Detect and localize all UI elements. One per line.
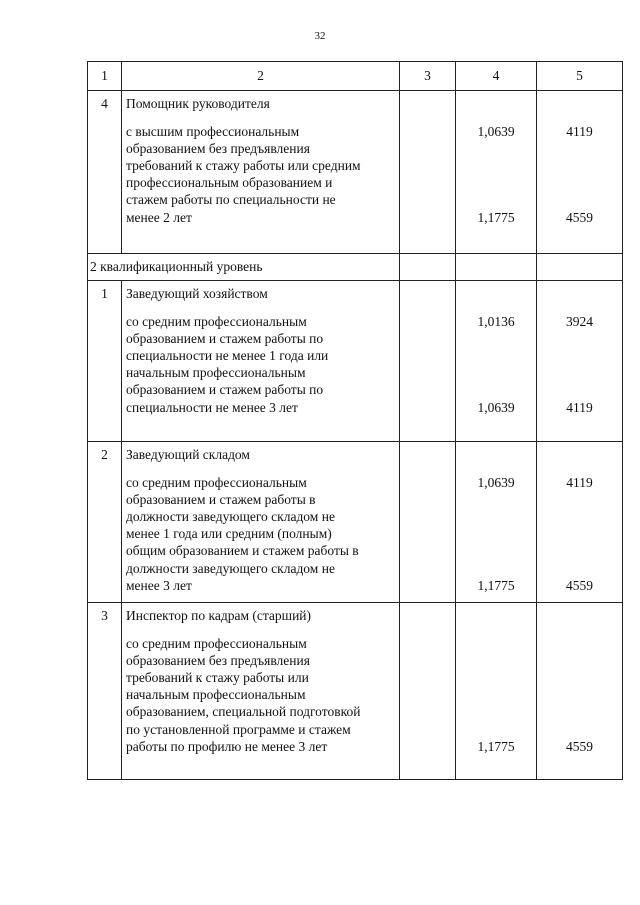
requirement-line: профессиональным образованием и (126, 175, 333, 191)
salary-value: 4559 (566, 578, 593, 593)
requirement-line: по установленной программе и стажем (126, 721, 351, 737)
requirement-line: требований к стажу работы или средним (126, 157, 361, 173)
empty-cell (400, 442, 456, 603)
empty-cell (400, 254, 456, 281)
position-cell (122, 91, 400, 254)
header-cell-4: 4 (456, 62, 537, 91)
requirement-line: образованием и стажем работы по (126, 382, 324, 398)
header-cell-3: 3 (400, 62, 456, 91)
coefficient-value: 1,1775 (477, 578, 515, 593)
position-requirements (122, 123, 399, 226)
row-number: 3 (88, 603, 122, 780)
requirement-line: менее 3 лет (126, 577, 192, 593)
coefficient-value: 1,0639 (477, 475, 515, 490)
table-row (88, 281, 623, 442)
salary-cell (537, 281, 623, 442)
row-number: 1 (88, 281, 122, 442)
coefficient-cell (456, 442, 537, 603)
requirement-line: образованием и стажем работы в (126, 491, 316, 507)
position-cell (122, 281, 400, 442)
salary-value: 4119 (566, 124, 593, 139)
position-cell (122, 442, 400, 603)
salary-cell (537, 603, 623, 780)
requirement-line: менее 2 лет (126, 209, 192, 225)
requirement-line: требований к стажу работы или (126, 669, 309, 685)
coefficient-value: 1,0639 (477, 124, 515, 139)
coefficient-value: 1,0639 (477, 400, 515, 415)
salary-value: 4559 (566, 739, 593, 754)
salary-value: 4119 (566, 400, 593, 415)
requirement-line: менее 1 года или средним (полным) (126, 526, 332, 542)
header-cell-1: 1 (88, 62, 122, 91)
position-requirements (122, 474, 399, 594)
position-title: Заведующий складом (126, 447, 250, 462)
header-cell-5: 5 (537, 62, 623, 91)
requirement-line: специальности не менее 1 года или (126, 347, 329, 363)
row-number: 4 (88, 91, 122, 254)
requirement-line: начальным профессиональным (126, 687, 306, 703)
requirement-line: работы по профилю не менее 3 лет (126, 738, 328, 754)
page-number: 32 (314, 30, 326, 42)
requirement-line: образованием и стажем работы по (126, 330, 324, 346)
requirement-line: образованием, специальной подготовкой (126, 704, 361, 720)
requirement-line: стажем работы по специальности не (126, 192, 336, 208)
requirement-line: со средним профессиональным (126, 635, 307, 651)
requirement-line: специальности не менее 3 лет (126, 399, 298, 415)
requirement-line: с высшим профессиональным (126, 123, 300, 139)
coefficient-cell (456, 603, 537, 780)
requirement-line: со средним профессиональным (126, 313, 307, 329)
salary-value: 4119 (566, 475, 593, 490)
position-title: Инспектор по кадрам (старший) (126, 608, 312, 623)
salary-cell (537, 442, 623, 603)
requirement-line: образованием без предъявления (126, 140, 310, 156)
header-cell-2: 2 (122, 62, 400, 91)
empty-cell (456, 254, 537, 281)
coefficient-value: 1,1775 (477, 210, 515, 225)
table-row (88, 603, 623, 780)
salary-value: 4559 (566, 210, 593, 225)
empty-cell (537, 254, 623, 281)
position-title: Заведующий хозяйством (126, 286, 268, 301)
empty-cell (400, 91, 456, 254)
requirement-line: со средним профессиональным (126, 474, 307, 490)
salary-value: 3924 (566, 314, 593, 329)
position-requirements (122, 313, 399, 416)
requirement-line: должности заведующего складом не (126, 560, 335, 576)
coefficient-cell (456, 91, 537, 254)
requirement-line: должности заведующего складом не (126, 508, 335, 524)
level-row (88, 254, 623, 281)
table-row (88, 442, 623, 603)
coefficient-value: 1,0136 (477, 314, 515, 329)
position-title: Помощник руководителя (126, 96, 270, 111)
salary-cell (537, 91, 623, 254)
table-header-row (88, 62, 623, 91)
position-requirements (122, 635, 399, 755)
position-cell (122, 603, 400, 780)
empty-cell (400, 281, 456, 442)
table-row (88, 91, 623, 254)
coefficient-value: 1,1775 (477, 739, 515, 754)
empty-cell (400, 603, 456, 780)
requirement-line: образованием без предъявления (126, 652, 310, 668)
level-label: 2 квалификационный уровень (88, 254, 400, 281)
requirement-line: общим образованием и стажем работы в (126, 543, 359, 559)
coefficient-cell (456, 281, 537, 442)
salary-table (87, 61, 623, 780)
row-number: 2 (88, 442, 122, 603)
requirement-line: начальным профессиональным (126, 365, 306, 381)
